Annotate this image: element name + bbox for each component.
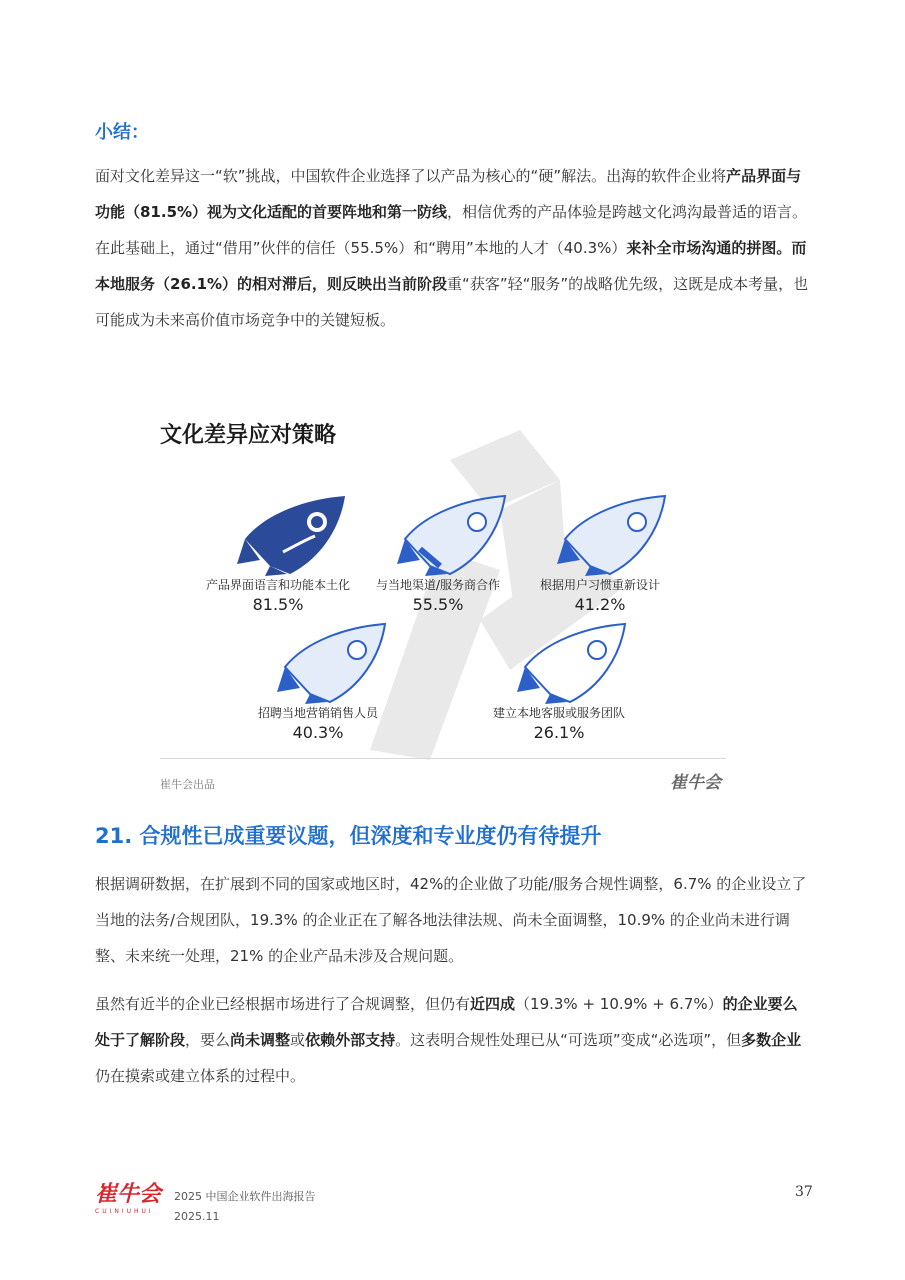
section21-run: 尚未调整 [230, 1031, 291, 1049]
section21-run: 的企业要么处于了解阶段 [95, 995, 798, 1049]
section21-run: 依赖外部支持 [305, 1031, 396, 1049]
summary-run: 面对文化差异这一“软”挑战，中国软件企业选择了以产品为核心的“硬”解法。出海的软件企业将 [95, 167, 727, 185]
section-paragraph-1: 根据调研数据，在扩展到不同的国家或地区时，42%的企业做了功能/服务合规性调整，6.7% 的企业设立了当地的法务/合规团队，19.3% 的企业正在了解各地法律法规、尚未全面调整，10.9% 的企业尚未进行调整、未来统一处理，21% 的企业产品未涉及合规问题。 [95, 875, 807, 965]
section21-run: 虽然有近半的企业已经根据市场进行了合规调整，但仍有 [95, 995, 471, 1013]
section-title: 21. 合规性已成重要议题，但深度和专业度仍有待提升 [95, 824, 602, 848]
section21-run: 。这表明合规性处理已从“可选项”变成“必选项”，但 [395, 1031, 742, 1049]
rocket-icon [395, 494, 513, 576]
summary-paragraph [95, 158, 810, 338]
chart-item-value: 40.3% [292, 723, 344, 742]
rocket-icon [275, 622, 393, 704]
chart-item [208, 704, 428, 742]
rocket-icon [515, 622, 633, 704]
section21-run: 多数企业 [741, 1031, 802, 1049]
chart-credit: 崔牛会出品 [160, 778, 215, 791]
chart-item [490, 576, 710, 614]
page-number: 37 [795, 1184, 813, 1200]
chart-item-value: 41.2% [574, 595, 626, 614]
summary-run: 来补全市场沟通的拼图。而本地服务（26.1%）的相对滞后，则反映出当前阶段 [95, 239, 807, 293]
section21-run: 或 [290, 1031, 306, 1049]
section21-run: 近四成 [470, 995, 516, 1013]
chart-item-label: 根据用户习惯重新设计 [539, 578, 660, 592]
summary-run: 重“获客”轻“服务”的战略优先级，这既是成本考量，也可能成为未来高价值市场竞争中的关键短板。 [95, 275, 809, 329]
chart-title: 文化差异应对策略 [160, 423, 337, 448]
chart-item-label: 建立本地客服或服务团队 [492, 706, 625, 720]
chart-item-value: 81.5% [252, 595, 304, 614]
footer-logo-sub: CUINIUHUI [95, 1208, 154, 1215]
rocket-icon [555, 494, 673, 576]
chart-item-value: 26.1% [533, 723, 585, 742]
section-paragraph-2 [95, 986, 810, 1094]
summary-heading: 小结： [95, 122, 149, 143]
footer-logo: 崔牛会 [95, 1182, 162, 1207]
section21-run: ，要么 [185, 1031, 231, 1049]
footer-date: 2025.11 [174, 1210, 220, 1223]
section21-run: （19.3% + 10.9% + 6.7%） [515, 995, 723, 1013]
chart-item [449, 704, 669, 742]
chart-item-label: 产品界面语言和功能本土化 [205, 578, 350, 592]
summary-run: ，相信优秀的产品体验是跨越文化鸿沟最普适的语言。在此基础上，通过“借用”伙伴的信任（55.5%）和“聘用”本地的人才（40.3%） [95, 203, 808, 257]
chart-divider [160, 758, 726, 759]
rocket-icon [235, 494, 353, 576]
chart-item-value: 55.5% [412, 595, 464, 614]
summary-run: 产品界面与功能（81.5%）视为文化适配的首要阵地和第一防线 [95, 167, 802, 221]
chart-item-label: 招聘当地营销销售人员 [257, 706, 378, 720]
footer-report-title: 2025 中国企业软件出海报告 [174, 1190, 316, 1203]
chart-logo: 崔牛会 [670, 773, 721, 793]
section21-run: 仍在摸索或建立体系的过程中。 [95, 1067, 306, 1085]
chart-item-label: 与当地渠道/服务商合作 [375, 578, 501, 592]
